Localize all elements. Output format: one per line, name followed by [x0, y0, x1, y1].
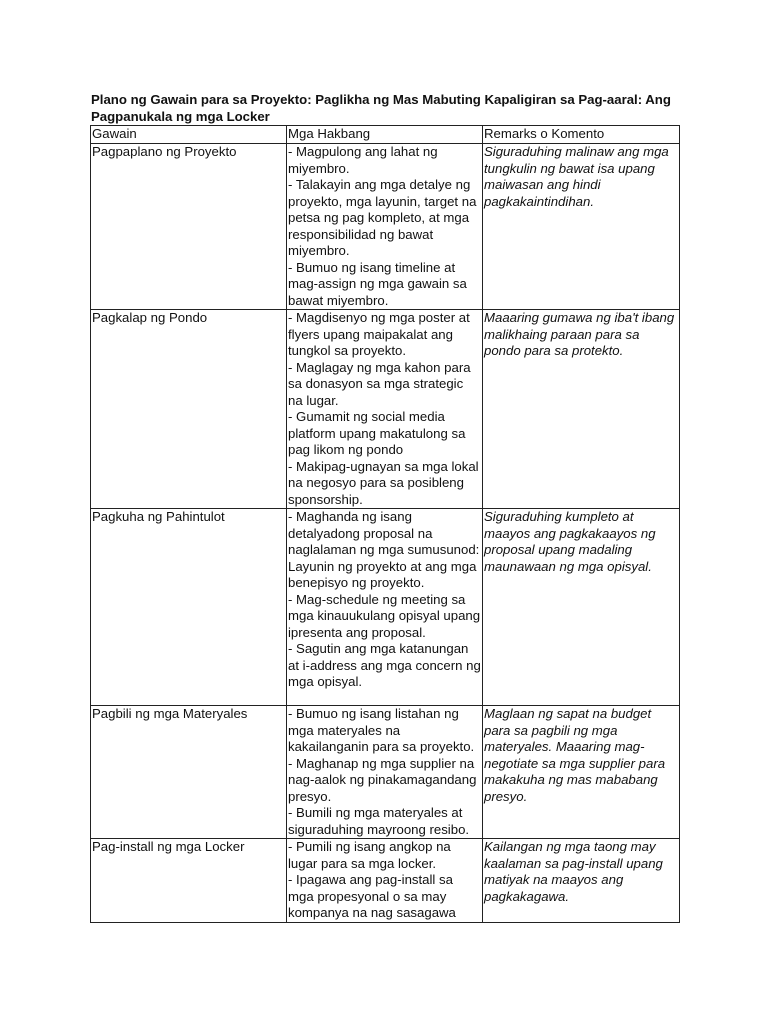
table-row [91, 839, 680, 923]
steps-cell [287, 839, 483, 923]
remark-cell: Maglaan ng sapat na budget para sa pagbili ng mga materyales. Maaaring mag-negotiate sa mga supplier para makakuha ng mas mababang presyo. [483, 706, 680, 839]
table-row [91, 310, 680, 509]
table-row [91, 706, 680, 839]
remark-cell: Kailangan ng mga taong may kaalaman sa pag-install upang matiyak na maayos ang pagkakagawa. [483, 839, 680, 923]
steps-cell [287, 144, 483, 310]
step-item: - Makipag-ugnayan sa mga lokal na negosyo para sa posibleng sponsorship. [288, 458, 479, 507]
task-cell: Pagkuha ng Pahintulot [91, 509, 287, 706]
steps-cell [287, 706, 483, 839]
remark-cell: Siguraduhing kumpleto at maayos ang pagkakaayos ng proposal upang madaling maunawaan ng mga opisyal. [483, 509, 680, 706]
step-item: - Gumamit ng social media platform upang makatulong sa pag likom ng pondo [288, 409, 466, 457]
step-item: - Magdisenyo ng mga poster at flyers upang maipakalat ang tungkol sa proyekto. [288, 310, 470, 358]
step-item: - Talakayin ang mga detalye ng proyekto, mga layunin, target na petsa ng pag kompleto, at mga responsibilidad ng bawat miyembro. [288, 177, 477, 258]
header-gawain: Gawain [91, 126, 287, 144]
header-mga-hakbang: Mga Hakbang [287, 126, 483, 144]
header-remarks: Remarks o Komento [483, 126, 680, 144]
step-item: - Mag-schedule ng meeting sa mga kinauukulang opisyal upang ipresenta ang proposal. [288, 591, 481, 640]
step-item: - Ipagawa ang pag-install sa mga propesyonal o sa may kompanya na nag sasagawa [288, 872, 456, 920]
step-item: - Bumuo ng isang listahan ng mga materyales na kakailanganin para sa proyekto. [288, 706, 475, 754]
activity-plan-table [90, 125, 680, 923]
step-item: - Maghanap ng mga supplier na nag-aalok ng pinakamagandang presyo. [288, 755, 477, 804]
table-row [91, 144, 680, 310]
table-header-row [91, 126, 680, 144]
steps-cell [287, 310, 483, 509]
task-cell: Pag-install ng mga Locker [91, 839, 287, 923]
step-item: - Maghanda ng isang detalyadong proposal na naglalaman ng mga sumusunod: Layunin ng proyekto at ang mga benepisyo ng proyekto. [288, 509, 480, 590]
remark-cell: Maaaring gumawa ng iba't ibang malikhaing paraan para sa pondo para sa protekto. [483, 310, 680, 509]
step-item: - Pumili ng isang angkop na lugar para sa mga locker. [288, 839, 451, 871]
steps-cell [287, 509, 483, 706]
task-cell: Pagpaplano ng Proyekto [91, 144, 287, 310]
task-cell: Pagbili ng mga Materyales [91, 706, 287, 839]
step-item: - Bumili ng mga materyales at siguraduhing mayroong resibo. [288, 805, 470, 837]
step-item: - Bumuo ng isang timeline at mag-assign ng mga gawain sa bawat miyembro. [288, 259, 467, 308]
step-item: - Magpulong ang lahat ng miyembro. [288, 144, 438, 176]
task-cell: Pagkalap ng Pondo [91, 310, 287, 509]
table-row [91, 509, 680, 706]
step-item: - Maglagay ng mga kahon para sa donasyon sa mga strategic na lugar. [288, 359, 471, 408]
remark-cell: Siguraduhing malinaw ang mga tungkulin ng bawat isa upang maiwasan ang hindi pagkakaintindihan. [483, 144, 680, 310]
step-item: - Sagutin ang mga katanungan at i-address ang mga concern ng mga opisyal. [288, 641, 481, 689]
document-title: Plano ng Gawain para sa Proyekto: Paglikha ng Mas Mabuting Kapaligiran sa Pag-aaral: Ang Pagpanukala ng mga Locker [91, 92, 671, 124]
